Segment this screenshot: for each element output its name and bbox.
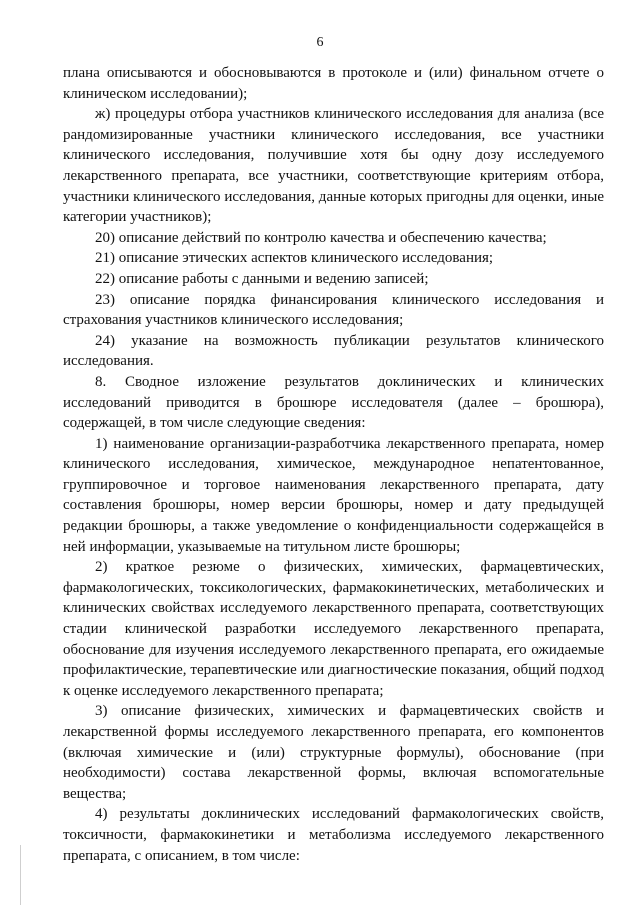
- list-item-24: 24) указание на возможность публикации результатов клинического исследования.: [63, 332, 604, 370]
- list-item-23: 23) описание порядка финансирования клинического исследования и страхования участников клинического исследования;: [63, 291, 604, 329]
- paragraph-continuation: плана описываются и обосновываются в протоколе и (или) финальном отчете о клиническом исследовании);: [63, 65, 604, 102]
- sub-item-1: 1) наименование организации-разработчика лекарственного препарата, номер клинического исследования, химическое, международное непатентованное, группировочное и торговое наименования лекарственного препарата, дату составления брошюры, номер версии брошюры, номер и дату предыдущей редакции брошюры, а также уведомление о конфиденциальности содержащейся в ней информации, указываемые на титульном листе брошюры;: [63, 435, 604, 555]
- sub-item-3: 3) описание физических, химических и фармацевтических свойств и лекарственной формы исследуемого лекарственного препарата, его компонентов (включая химические и (или) структурные формулы), обоснование (при необходимости) состава лекарственной формы, включая вспомогательные вещества;: [63, 703, 604, 802]
- list-item-zh: ж) процедуры отбора участников клинического исследования для анализа (все рандомизированные участники клинического исследования, все участники клинического исследования, получившие хотя бы одну дозу исследуемого лекарственного препарата, все участники, соответствующие критериям отбора, участники клинического исследования, данные которых пригодны для оценки, иные категории участников);: [63, 106, 604, 226]
- list-item-20: 20) описание действий по контролю качества и обеспечению качества;: [95, 229, 547, 246]
- document-body: [63, 63, 604, 866]
- scan-margin-line: [20, 845, 21, 905]
- sub-item-4: 4) результаты доклинических исследований фармакологических свойств, токсичности, фармакокинетики и метаболизма исследуемого лекарственного препарата, с описанием, в том числе:: [63, 806, 604, 864]
- list-item-22: 22) описание работы с данными и ведению записей;: [95, 270, 429, 287]
- section-8-paragraph: 8. Сводное изложение результатов доклинических и клинических исследований приводится в брошюре исследователя (далее – брошюра), содержащей, в том числе следующие сведения:: [63, 373, 604, 432]
- list-item-21: 21) описание этических аспектов клинического исследования;: [95, 250, 494, 267]
- page-number: 6: [316, 35, 324, 50]
- sub-item-2: 2) краткое резюме о физических, химических, фармацевтических, фармакологических, токсикологических, фармакокинетических, метаболических и клинических свойствах исследуемого лекарственного препарата, соответствующих стадии клинической разработки исследуемого лекарственного препарата, обоснование для изучения исследуемого лекарственного препарата, его ожидаемые профилактические, терапевтические или диагностические показания, общий подход к оценке исследуемого лекарственного препарата;: [63, 559, 604, 699]
